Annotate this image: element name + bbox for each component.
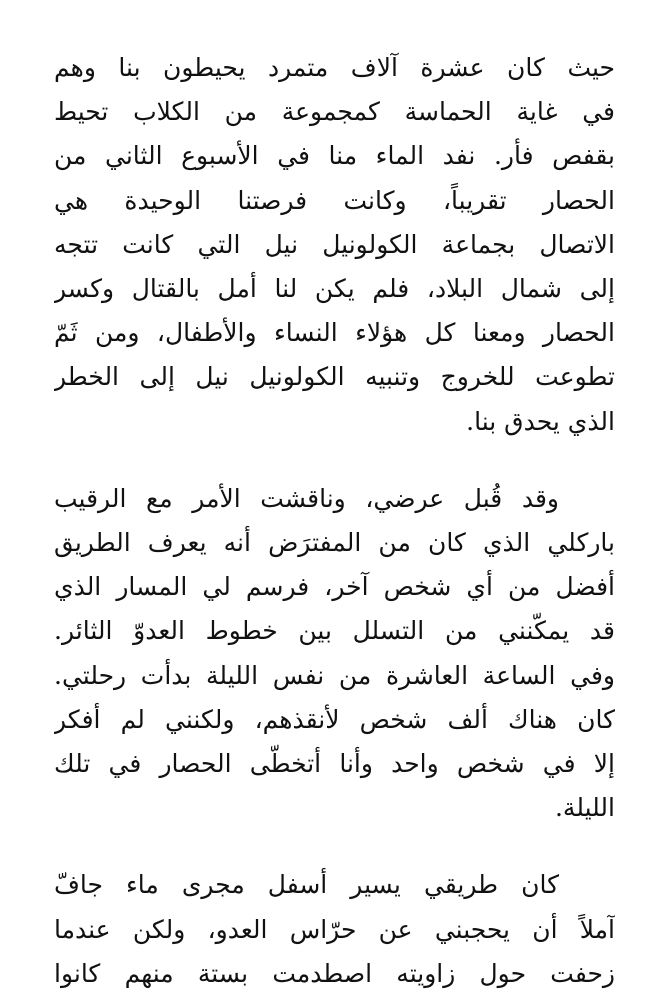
text-line: زحفت حول زاويته اصطدمت بستة منهم كانوا <box>54 958 615 988</box>
text-line: الحصار تقريباً، وكانت فرصتنا الوحيدة هي <box>54 185 615 215</box>
paragraph-3 <box>54 863 615 996</box>
text-line: الحصار ومعنا كل هؤلاء النساء والأطفال، ومن ثَمّ <box>54 318 615 348</box>
text-line: حيث كان عشرة آلاف متمرد يحيطون بنا وهم <box>54 53 615 82</box>
text-line: بقفص فأر. نفد الماء منا في الأسبوع الثاني من <box>54 141 615 171</box>
text-line: الاتصال بجماعة الكولونيل نيل التي كانت تتجه <box>54 229 615 259</box>
book-page <box>54 46 615 1000</box>
paragraph-spacer <box>54 444 615 477</box>
text-line: آملاً أن يحجبني عن حرّاس العدو، ولكن عندما <box>54 914 615 944</box>
text-line: كان هناك ألف شخص لأنقذهم، ولكنني لم أفكر <box>54 704 615 734</box>
text-line: تطوعت للخروج وتنبيه الكولونيل نيل إلى الخطر <box>54 362 615 392</box>
paragraph-1 <box>54 46 615 444</box>
text-line: أفضل من أي شخص آخر، فرسم لي المسار الذي <box>54 572 615 602</box>
text-line: وقد قُبل عرضي، وناقشت الأمر مع الرقيب <box>54 483 559 513</box>
text-line: قد يمكّنني من التسلل بين خطوط العدوّ الثائر. <box>54 616 615 646</box>
paragraph-spacer <box>54 830 615 863</box>
text-line: إلى شمال البلاد، فلم يكن لنا أمل بالقتال وكسر <box>54 274 615 304</box>
text-line: وفي الساعة العاشرة من نفس الليلة بدأت رحلتي. <box>54 660 615 690</box>
text-line: الذي يحدق بنا. <box>466 406 615 436</box>
text-line: باركلي الذي كان من المفترَض أنه يعرف الطريق <box>54 528 615 558</box>
text-line: كان طريقي يسير أسفل مجرى ماء جافّ <box>54 870 559 900</box>
text-line: الليلة. <box>554 793 615 823</box>
text-line: في غاية الحماسة كمجموعة من الكلاب تحيط <box>54 97 615 127</box>
text-line: إلا في شخص واحد وأنا أتخطّى الحصار في تلك <box>54 749 615 779</box>
paragraph-2 <box>54 477 615 831</box>
